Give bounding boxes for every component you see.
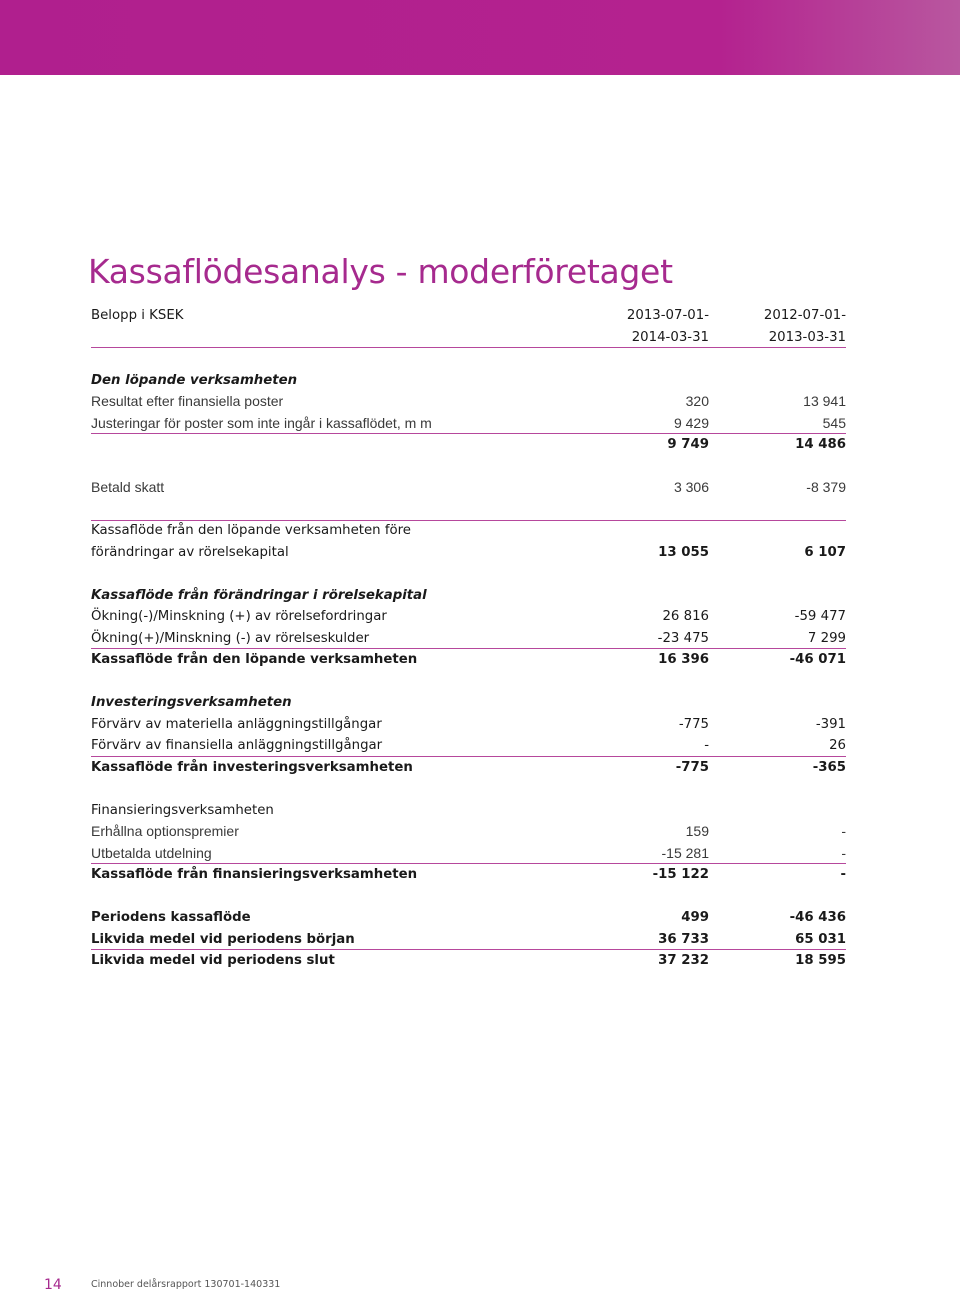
row-value-previous: -46 071 [789,652,846,667]
row-value-current: 159 [685,823,709,839]
header-label: Belopp i KSEK [91,308,184,323]
row-label: Erhållna optionspremier [91,823,239,839]
row-label: Ökning(+)/Minskning (-) av rörelseskulder [91,630,370,646]
row-value-current: 37 232 [658,953,709,968]
subtotal-row [91,542,846,564]
total-row [91,950,846,972]
subtotal-row [91,649,846,671]
total-row [91,907,846,929]
row-value-previous: 7 299 [807,630,846,646]
row-value-previous: -391 [815,716,846,732]
row-value-previous: - [841,823,846,839]
row-value-current: 36 733 [658,931,709,947]
section-title-text: Den löpande verksamheten [91,372,298,388]
row-label: Ökning(-)/Minskning (+) av rörelsefordringar [91,609,387,624]
row-value-current: 13 055 [658,544,709,560]
section-title [91,370,846,392]
row-value-previous: 14 486 [795,437,846,452]
row-value-previous: 13 941 [803,393,846,409]
row-value-previous: 26 [829,738,846,753]
row-value-previous: -59 477 [794,609,846,624]
section-title [91,585,846,607]
row-label: Likvida medel vid periodens slut [91,953,335,968]
subtotal-row [91,864,846,886]
table-row [91,628,846,650]
row-value-current: 499 [681,910,709,925]
table-row [91,391,846,413]
row-value-current: -15 122 [652,867,709,882]
row-value-previous: 6 107 [804,544,846,560]
table-row [91,520,846,542]
row-label: Kassaflöde från den löpande verksamheten före [91,523,411,538]
row-value-previous: 65 031 [795,931,846,947]
row-value-current: -775 [678,716,709,732]
table-row [91,477,846,499]
subtotal-row [91,434,846,456]
row-value-current: 26 816 [662,609,709,624]
row-value-current: 9 429 [673,414,709,431]
row-value-current: -23 475 [657,630,709,646]
table-row [91,843,846,865]
table-row [91,606,846,628]
row-label: Kassaflöde från finansieringsverksamheten [91,867,418,882]
row-value-current: -15 281 [661,844,709,861]
page-title: Kassaflödesanalys - moderföretaget [88,252,673,291]
header-col2-line1: 2012-07-01- [763,308,846,323]
footer-text: Cinnober delårsrapport 130701-140331 [91,1279,281,1290]
row-value-previous: -46 436 [789,910,846,925]
section-title [91,692,846,714]
row-value-previous: 18 595 [795,953,846,968]
row-value-previous: - [840,867,846,882]
header-col2-line2: 2013-03-31 [768,329,846,345]
row-label: Justeringar för poster som inte ingår i kassaflödet, m m [91,414,432,431]
header-period-current [627,305,709,348]
row-label: Förvärv av finansiella anläggningstillgångar [91,738,383,753]
row-label: Resultat efter finansiella poster [91,393,284,409]
page-number: 14 [44,1277,62,1293]
row-value-previous: - [841,844,846,861]
row-label: Betald skatt [91,479,165,495]
row-value-previous: -8 379 [806,479,846,495]
section-title [91,800,846,822]
row-value-current: 9 749 [667,437,709,452]
table-row [91,735,846,757]
section-title-text: Investeringsverksamheten [91,695,292,710]
section-title-text: Finansieringsverksamheten [91,802,274,818]
subtotal-row [91,757,846,779]
row-label: förändringar av rörelsekapital [91,544,289,560]
row-label: Förvärv av materiella anläggningstillgångar [91,716,382,732]
header-col1-line1: 2013-07-01- [626,308,709,323]
header-color-bar [0,0,960,75]
row-label: Kassaflöde från investeringsverksamheten [91,759,413,775]
row-label: Periodens kassaflöde [91,910,251,925]
row-label: Utbetalda utdelning [91,844,212,861]
row-value-current: 16 396 [658,652,709,667]
row-value-previous: -365 [812,759,846,775]
cashflow-table [91,305,846,972]
table-header [91,305,846,348]
total-row [91,929,846,951]
table-row [91,821,846,843]
row-label: Kassaflöde från den löpande verksamheten [91,652,418,667]
section-title-text: Kassaflöde från förändringar i rörelsekapital [91,587,427,603]
row-value-previous: 545 [822,414,846,431]
row-value-current: 3 306 [673,479,709,495]
row-value-current: -775 [675,759,709,775]
row-value-current: - [704,738,709,753]
table-row [91,714,846,736]
header-period-previous [764,305,846,348]
row-label: Likvida medel vid periodens början [91,931,355,947]
row-value-current: 320 [685,393,709,409]
table-row [91,413,846,435]
header-col1-line2: 2014-03-31 [631,329,709,345]
